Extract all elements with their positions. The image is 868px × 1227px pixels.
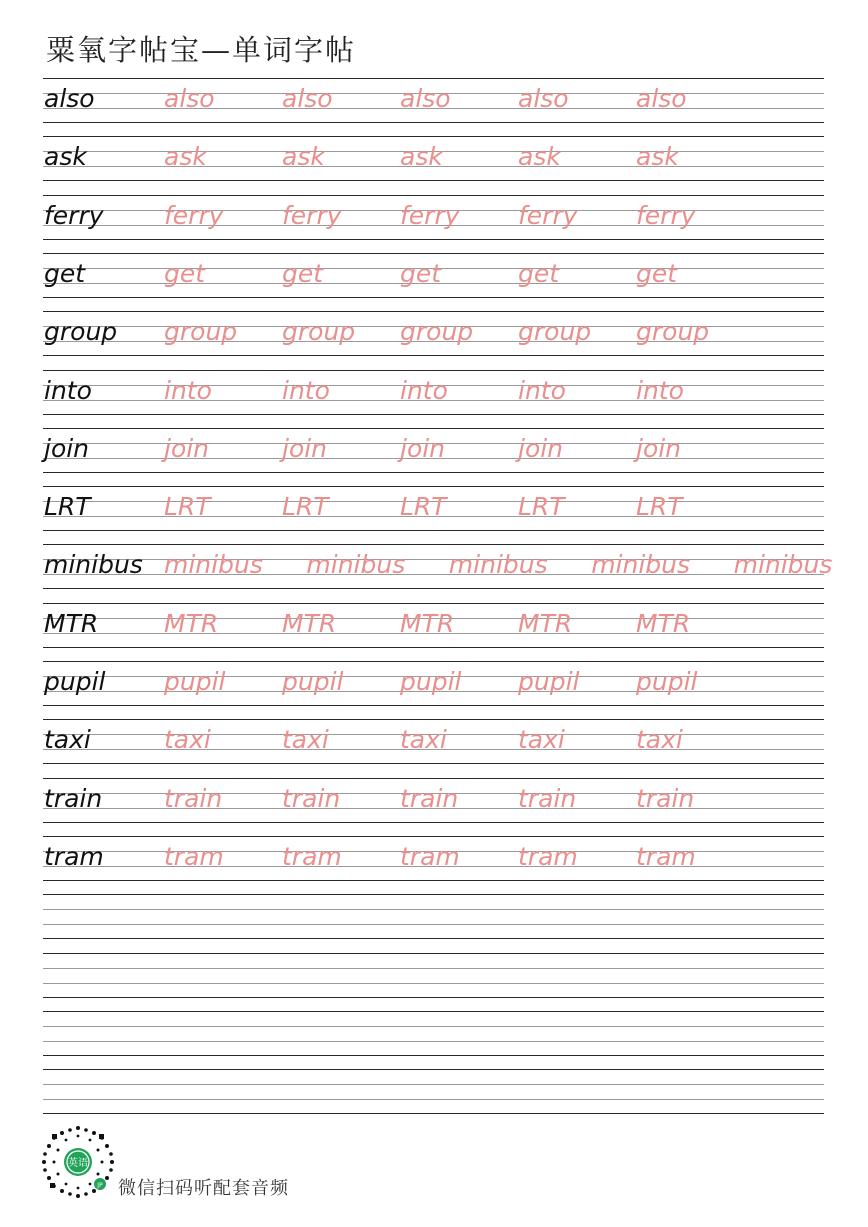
rule-line-guide xyxy=(43,1026,824,1027)
rule-line-main xyxy=(43,880,824,881)
trace-word: taxi xyxy=(164,725,211,755)
rule-line-guide xyxy=(43,559,824,560)
trace-word: ferry xyxy=(164,200,224,230)
trace-word: pupil xyxy=(400,667,462,696)
trace-word: tram xyxy=(282,841,342,871)
trace-word: into xyxy=(164,375,212,405)
trace-word: get xyxy=(164,258,206,288)
trace-word: group xyxy=(518,317,592,347)
trace-word: tram xyxy=(400,841,460,871)
rule-line-main xyxy=(43,297,824,298)
trace-word: train xyxy=(400,783,459,813)
rule-line-main xyxy=(43,1113,824,1114)
trace-word: pupil xyxy=(636,667,698,696)
trace-word: minibus xyxy=(733,550,833,580)
rule-line-main xyxy=(43,894,824,895)
rule-line-guide xyxy=(43,1099,824,1100)
rule-line-main xyxy=(43,472,824,473)
trace-word: minibus xyxy=(591,550,691,580)
trace-word: minibus xyxy=(306,550,406,580)
rule-line-main xyxy=(43,661,824,662)
rule-line-main xyxy=(43,938,824,939)
practice-word: also xyxy=(44,84,95,113)
trace-word: taxi xyxy=(282,725,329,755)
rule-line-main xyxy=(43,1055,824,1056)
rule-line-main xyxy=(43,370,824,371)
practice-word: tram xyxy=(44,841,104,871)
rule-line-guide xyxy=(43,968,824,969)
trace-word: train xyxy=(282,783,341,813)
trace-word: ferry xyxy=(518,200,578,230)
trace-word: join xyxy=(518,433,564,463)
trace-word: taxi xyxy=(518,725,565,755)
trace-word: into xyxy=(282,375,330,405)
practice-word: minibus xyxy=(44,550,143,580)
trace-word: tram xyxy=(518,841,578,871)
trace-word: ask xyxy=(518,142,561,172)
practice-word: join xyxy=(44,433,90,463)
practice-word: get xyxy=(44,258,86,288)
rule-line-guide xyxy=(43,574,824,575)
trace-word: MTR xyxy=(636,608,691,638)
rule-line-main xyxy=(43,822,824,823)
trace-word: ask xyxy=(636,142,679,172)
trace-word: ferry xyxy=(636,200,696,230)
trace-word: pupil xyxy=(282,667,344,696)
rule-line-guide xyxy=(43,1041,824,1042)
trace-word: pupil xyxy=(164,667,226,696)
trace-word: also xyxy=(164,84,215,113)
trace-word: get xyxy=(518,258,560,288)
trace-word: ask xyxy=(282,142,325,172)
trace-word: train xyxy=(518,783,577,813)
trace-word: also xyxy=(636,84,687,113)
trace-word: ferry xyxy=(282,200,342,230)
rule-line-main xyxy=(43,705,824,706)
trace-word: MTR xyxy=(518,608,573,638)
trace-word: LRT xyxy=(518,492,565,522)
trace-word: ferry xyxy=(400,200,460,230)
rule-line-main xyxy=(43,239,824,240)
rule-line-main xyxy=(43,486,824,487)
rule-line-main xyxy=(43,719,824,720)
rule-line-main xyxy=(43,78,824,79)
trace-word: get xyxy=(636,258,678,288)
trace-word: also xyxy=(400,84,451,113)
rule-line-main xyxy=(43,136,824,137)
qr-sub-label: JP xyxy=(97,1182,103,1189)
trace-word: LRT xyxy=(164,492,211,522)
practice-word: MTR xyxy=(44,608,99,638)
rule-line-main xyxy=(43,778,824,779)
trace-word: taxi xyxy=(400,725,447,755)
trace-word: train xyxy=(164,783,223,813)
trace-word: group xyxy=(636,317,710,347)
practice-word: into xyxy=(44,375,92,405)
practice-word: pupil xyxy=(44,667,106,696)
trace-word: minibus xyxy=(164,550,263,580)
rule-line-main xyxy=(43,180,824,181)
trace-word: pupil xyxy=(518,667,580,696)
rule-line-guide xyxy=(43,924,824,925)
rule-line-main xyxy=(43,953,824,954)
rule-line-main xyxy=(43,122,824,123)
rule-line-main xyxy=(43,530,824,531)
trace-word: train xyxy=(636,783,695,813)
qr-badge-label: 英语 xyxy=(68,1158,88,1169)
trace-word: join xyxy=(636,433,682,463)
rule-line-main xyxy=(43,836,824,837)
rule-line-guide xyxy=(43,1084,824,1085)
practice-word: ask xyxy=(44,142,87,172)
rule-line-main xyxy=(43,997,824,998)
rule-line-main xyxy=(43,414,824,415)
rule-line-main xyxy=(43,544,824,545)
trace-word: LRT xyxy=(282,492,329,522)
qr-code-icon[interactable] xyxy=(40,1124,116,1200)
footer xyxy=(40,1124,440,1204)
trace-word: tram xyxy=(164,841,224,871)
rule-line-main xyxy=(43,763,824,764)
trace-word: MTR xyxy=(400,608,455,638)
rule-line-main xyxy=(43,647,824,648)
rule-line-main xyxy=(43,355,824,356)
practice-word: ferry xyxy=(44,200,104,230)
trace-word: get xyxy=(282,258,324,288)
rule-line-main xyxy=(43,1011,824,1012)
rule-line-guide xyxy=(43,983,824,984)
trace-word: MTR xyxy=(164,608,219,638)
trace-word: join xyxy=(400,433,446,463)
rule-line-guide xyxy=(43,909,824,910)
trace-word: group xyxy=(400,317,474,347)
rule-line-main xyxy=(43,311,824,312)
trace-word: MTR xyxy=(282,608,337,638)
trace-word: LRT xyxy=(400,492,447,522)
trace-word: into xyxy=(518,375,566,405)
rule-line-main xyxy=(43,1069,824,1070)
trace-word: group xyxy=(164,317,238,347)
rule-line-main xyxy=(43,603,824,604)
trace-word: join xyxy=(282,433,328,463)
trace-word: ask xyxy=(164,142,207,172)
trace-word: into xyxy=(400,375,448,405)
trace-word: LRT xyxy=(636,492,683,522)
trace-word: tram xyxy=(636,841,696,871)
practice-word: group xyxy=(44,317,118,347)
trace-word: get xyxy=(400,258,442,288)
audio-caption: 微信扫码听配套音频 xyxy=(118,1178,289,1199)
trace-word: join xyxy=(164,433,210,463)
practice-word: train xyxy=(44,783,103,813)
page-title: 粟氧字帖宝—单词字帖 xyxy=(46,33,357,67)
trace-word: group xyxy=(282,317,356,347)
rule-line-main xyxy=(43,253,824,254)
rule-line-main xyxy=(43,428,824,429)
trace-word: taxi xyxy=(636,725,683,755)
rule-line-main xyxy=(43,588,824,589)
practice-word: taxi xyxy=(44,725,91,755)
trace-word: ask xyxy=(400,142,443,172)
trace-word: also xyxy=(518,84,569,113)
trace-word: also xyxy=(282,84,333,113)
rule-line-main xyxy=(43,195,824,196)
trace-word: minibus xyxy=(448,550,548,580)
trace-word: into xyxy=(636,375,684,405)
practice-word: LRT xyxy=(44,492,91,522)
